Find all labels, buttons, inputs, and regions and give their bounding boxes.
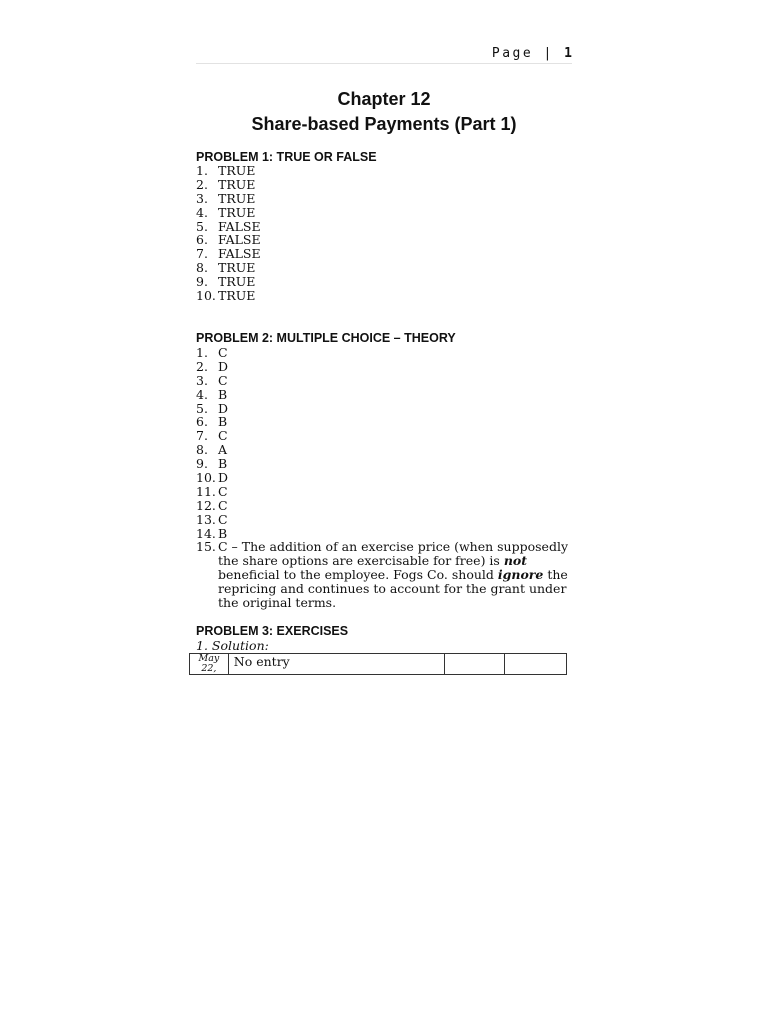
- item-answer: B: [218, 525, 228, 541]
- item-answer: C: [218, 497, 228, 513]
- item-answer: TRUE: [218, 190, 256, 206]
- item-number: 3.: [196, 190, 208, 206]
- item-answer: C: [218, 345, 228, 360]
- item-answer: C: [218, 483, 228, 499]
- page-header: [196, 46, 572, 61]
- date-day: 22,: [201, 663, 217, 674]
- explanation-text: beneficial to the employee. Fogs Co. should: [218, 566, 498, 582]
- chapter-title: Chapter 12: [337, 89, 431, 109]
- page-number: 1: [564, 46, 572, 61]
- list-item: [196, 513, 228, 527]
- list-item: [196, 360, 228, 374]
- item-number: 2.: [196, 176, 208, 192]
- item-number: 15.: [196, 539, 216, 554]
- header-divider: [196, 63, 572, 64]
- list-item: [196, 247, 261, 261]
- problem1-heading: PROBLEM 1: TRUE OR FALSE: [196, 150, 377, 164]
- table-row: [190, 654, 567, 675]
- item-number: 5.: [196, 400, 208, 416]
- item-answer: B: [218, 456, 228, 472]
- item-number: 2.: [196, 358, 208, 374]
- item-number: 4.: [196, 386, 208, 402]
- list-item: [196, 402, 228, 416]
- list-item: [196, 457, 228, 471]
- item-answer: C: [218, 511, 228, 527]
- chapter-subtitle: Share-based Payments (Part 1): [251, 114, 517, 134]
- item-number: 1.: [196, 163, 208, 178]
- item-number: 9.: [196, 274, 208, 290]
- item-answer: D: [218, 470, 229, 486]
- item-number: 9.: [196, 456, 208, 472]
- item-number: 6.: [196, 414, 208, 430]
- item-number: 10.: [196, 470, 216, 486]
- item-answer: TRUE: [218, 163, 256, 178]
- list-item: [196, 388, 228, 402]
- item-number: 6.: [196, 232, 208, 248]
- item-number: 3.: [196, 372, 208, 388]
- list-item: [196, 346, 228, 360]
- item-answer: A: [218, 442, 228, 458]
- item-15-explanation: [218, 540, 576, 610]
- list-item: [196, 275, 261, 289]
- item-number: 7.: [196, 428, 208, 444]
- item-number: 12.: [196, 497, 216, 513]
- item-number: 13.: [196, 511, 216, 527]
- date-month: May: [198, 653, 220, 664]
- item-answer: B: [218, 414, 228, 430]
- item-answer: TRUE: [218, 288, 256, 304]
- problem2-heading: PROBLEM 2: MULTIPLE CHOICE – THEORY: [196, 331, 456, 345]
- item-number: 8.: [196, 442, 208, 458]
- emphasis-ignore: ignore: [497, 566, 544, 582]
- list-item: [196, 415, 228, 429]
- journal-debit: [444, 654, 504, 675]
- list-item: [196, 220, 261, 234]
- problem1-answer-list: [196, 164, 261, 303]
- item-answer: D: [218, 358, 229, 374]
- item-number: 7.: [196, 246, 208, 262]
- item-answer: TRUE: [218, 274, 256, 290]
- list-item: [196, 289, 261, 303]
- item-answer: FALSE: [218, 218, 261, 234]
- list-item: [196, 429, 228, 443]
- list-item: [196, 443, 228, 457]
- list-item: [196, 178, 261, 192]
- item-number: 5.: [196, 218, 208, 234]
- list-item: [196, 485, 228, 499]
- problem2-answer-list: [196, 346, 228, 540]
- list-item: [196, 471, 228, 485]
- problem3-heading: PROBLEM 3: EXERCISES: [196, 624, 349, 638]
- emphasis-not: not: [503, 552, 528, 568]
- journal-description: No entry: [228, 654, 444, 675]
- item-number: 14.: [196, 525, 216, 541]
- solution-label: 1. Solution:: [196, 638, 269, 653]
- item-number: 4.: [196, 204, 208, 220]
- item-answer: TRUE: [218, 176, 256, 192]
- list-item: [196, 233, 261, 247]
- item-number: 11.: [196, 483, 216, 499]
- item-answer: B: [218, 386, 228, 402]
- item-answer: C: [218, 428, 228, 444]
- list-item: [196, 261, 261, 275]
- explanation-text: C – The addition of an exercise price (when supposedly the share options are exercisable for free) is: [218, 539, 569, 568]
- item-answer: TRUE: [218, 204, 256, 220]
- item-answer: TRUE: [218, 260, 256, 276]
- item-answer: FALSE: [218, 246, 261, 262]
- item-answer: D: [218, 400, 229, 416]
- journal-credit: [504, 654, 566, 675]
- journal-entry-table: [189, 653, 567, 675]
- problem2-item-15: [196, 540, 576, 610]
- item-number: 8.: [196, 260, 208, 276]
- list-item: [196, 374, 228, 388]
- list-item: [196, 206, 261, 220]
- item-number: 1.: [196, 345, 208, 360]
- page-label: Page |: [491, 46, 554, 61]
- item-answer: C: [218, 372, 228, 388]
- item-answer: FALSE: [218, 232, 261, 248]
- list-item: [196, 192, 261, 206]
- journal-date: [190, 654, 229, 675]
- explanation-text: the repricing and continues to account for the grant under the original terms.: [218, 566, 568, 610]
- list-item: [196, 164, 261, 178]
- item-number: 10.: [196, 288, 216, 304]
- list-item: [196, 499, 228, 513]
